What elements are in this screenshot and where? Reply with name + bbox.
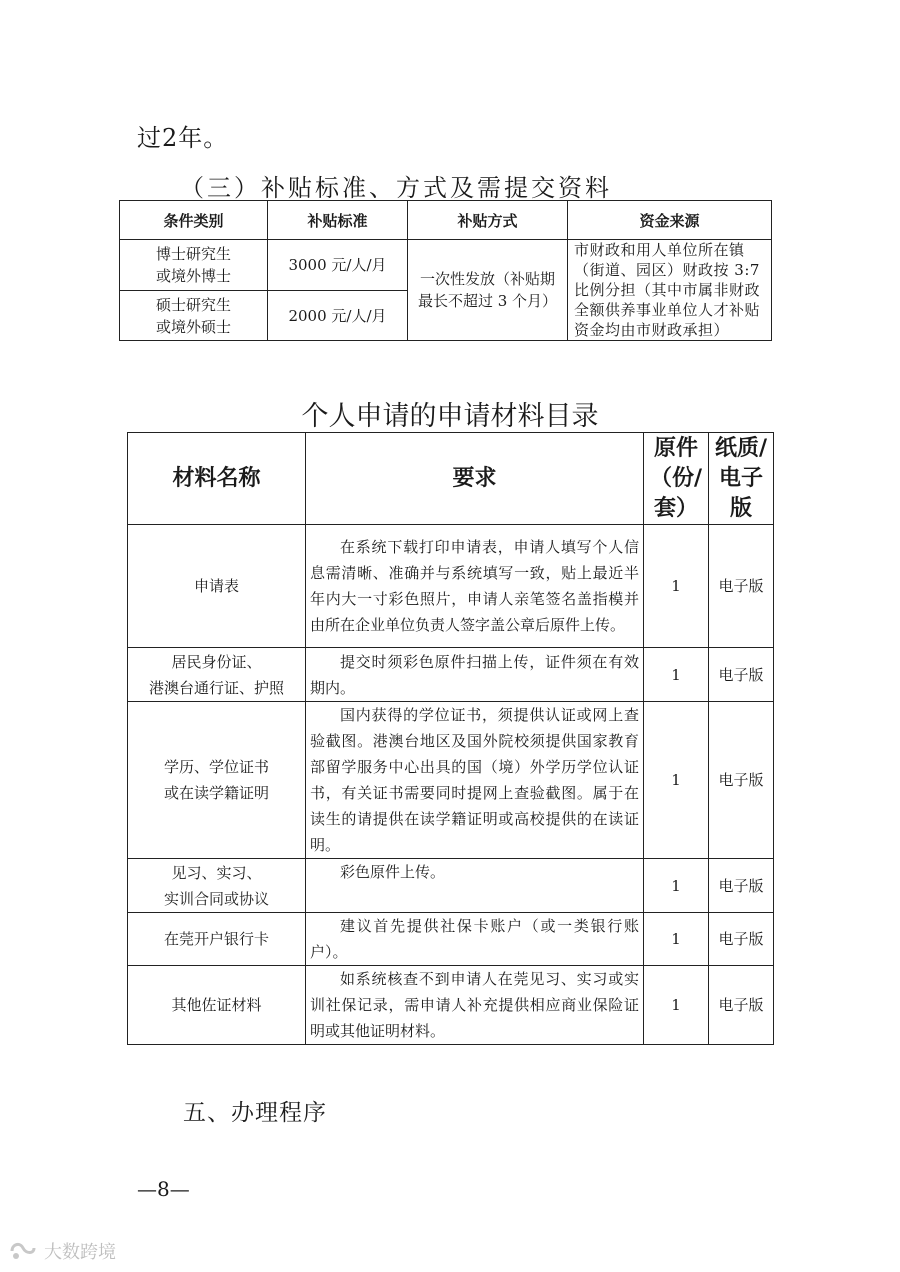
watermark-text: 大数跨境 bbox=[44, 1242, 116, 1263]
materials-table-header bbox=[128, 433, 774, 525]
material-format-cell: 电子版 bbox=[709, 913, 774, 966]
material-copies-cell: 1 bbox=[644, 525, 709, 648]
material-requirement-cell: 国内获得的学位证书，须提供认证或网上查验截图。港澳台地区及国外院校须提供国家教育部留学服务中心出具的国（境）外学历学位认证书，有关证书需要同时提网上查验截图。属于在读生的请提供在读学籍证明或高校提供的在读证明。 bbox=[306, 702, 644, 859]
section5-heading: 五、办理程序 bbox=[183, 1100, 327, 1126]
material-copies-cell: 1 bbox=[644, 913, 709, 966]
material-requirement-cell: 如系统核查不到申请人在莞见习、实习或实训社保记录，需申请人补充提供相应商业保险证明或其他证明材料。 bbox=[306, 966, 644, 1045]
material-requirement-cell: 在系统下载打印申请表，申请人填写个人信息需清晰、准确并与系统填写一致，贴上最近半年内大一寸彩色照片，申请人亲笔签名盖指模并由所在企业单位负责人签字盖公章后原件上传。 bbox=[306, 525, 644, 648]
table-row bbox=[128, 859, 774, 913]
materials-table bbox=[127, 432, 774, 1045]
subsidy-table bbox=[119, 200, 772, 341]
material-copies-cell: 1 bbox=[644, 702, 709, 859]
material-format-cell: 电子版 bbox=[709, 859, 774, 913]
intro-line: 过2年。 bbox=[137, 124, 229, 152]
material-requirement-cell: 建议首先提供社保卡账户（或一类银行账户）。 bbox=[306, 913, 644, 966]
section3-heading: （三）补贴标准、方式及需提交资料 bbox=[180, 174, 612, 202]
subsidy-standard-cell: 2000 元/人/月 bbox=[268, 291, 408, 341]
subsidy-method-cell: 一次性发放（补贴期最长不超过 3 个月） bbox=[408, 240, 568, 341]
table-row bbox=[120, 240, 772, 291]
subsidy-table-header bbox=[120, 201, 772, 240]
subsidy-category-cell: 硕士研究生 或境外硕士 bbox=[120, 291, 268, 341]
material-format-cell: 电子版 bbox=[709, 525, 774, 648]
materials-header-copies: 原件（份/套） bbox=[644, 433, 709, 525]
table-row bbox=[128, 913, 774, 966]
page-number: —8— bbox=[137, 1177, 190, 1201]
materials-header-format: 纸质/电子版 bbox=[709, 433, 774, 525]
material-copies-cell: 1 bbox=[644, 859, 709, 913]
material-requirement-cell: 彩色原件上传。 bbox=[306, 859, 644, 913]
material-copies-cell: 1 bbox=[644, 648, 709, 702]
material-name-cell: 学历、学位证书 或在读学籍证明 bbox=[128, 702, 306, 859]
subsidy-standard-cell: 3000 元/人/月 bbox=[268, 240, 408, 291]
watermark-logo-icon bbox=[8, 1240, 38, 1262]
material-name-cell: 见习、实习、 实训合同或协议 bbox=[128, 859, 306, 913]
subsidy-header-method: 补贴方式 bbox=[408, 201, 568, 240]
material-name-cell: 其他佐证材料 bbox=[128, 966, 306, 1045]
material-format-cell: 电子版 bbox=[709, 966, 774, 1045]
table-row bbox=[128, 702, 774, 859]
material-name-cell: 申请表 bbox=[128, 525, 306, 648]
subsidy-header-source: 资金来源 bbox=[568, 201, 772, 240]
table-row bbox=[128, 648, 774, 702]
subsidy-header-standard: 补贴标准 bbox=[268, 201, 408, 240]
material-name-cell: 居民身份证、 港澳台通行证、护照 bbox=[128, 648, 306, 702]
material-copies-cell: 1 bbox=[644, 966, 709, 1045]
materials-title: 个人申请的申请材料目录 bbox=[301, 401, 599, 432]
subsidy-source-cell: 市财政和用人单位所在镇（街道、园区）财政按 3:7 比例分担（其中市属非财政全额供养事业单位人才补贴资金均由市财政承担） bbox=[568, 240, 772, 341]
subsidy-header-category: 条件类别 bbox=[120, 201, 268, 240]
table-row bbox=[128, 525, 774, 648]
material-name-cell: 在莞开户银行卡 bbox=[128, 913, 306, 966]
material-format-cell: 电子版 bbox=[709, 648, 774, 702]
table-row bbox=[128, 966, 774, 1045]
material-requirement-cell: 提交时须彩色原件扫描上传，证件须在有效期内。 bbox=[306, 648, 644, 702]
material-format-cell: 电子版 bbox=[709, 702, 774, 859]
materials-header-requirement: 要求 bbox=[306, 433, 644, 525]
materials-header-name: 材料名称 bbox=[128, 433, 306, 525]
watermark bbox=[8, 1238, 116, 1264]
subsidy-category-cell: 博士研究生 或境外博士 bbox=[120, 240, 268, 291]
